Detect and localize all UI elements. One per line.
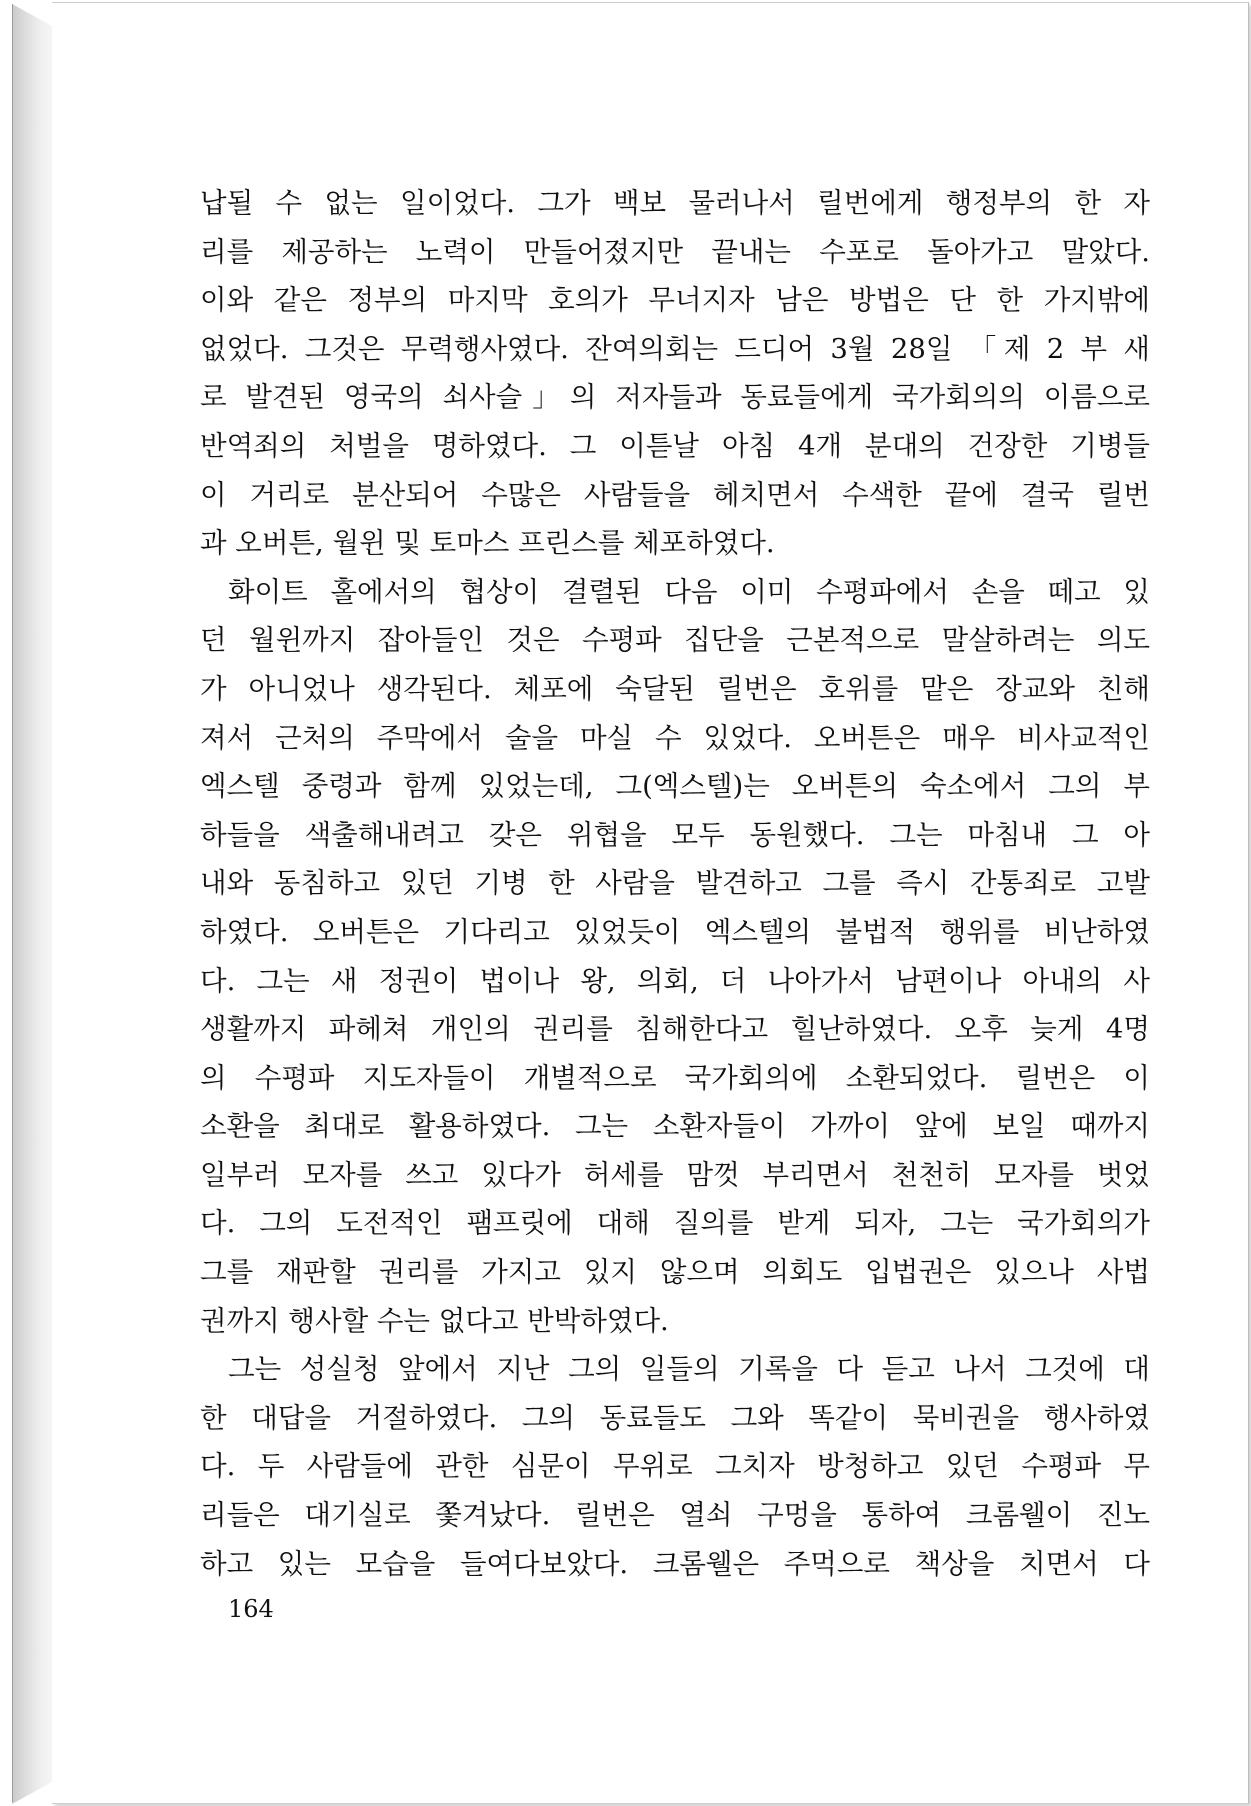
text-line: 과 오버튼, 월윈 및 토마스 프린스를 체포하였다. — [200, 527, 775, 560]
body-text — [200, 179, 1150, 1588]
text-line: 하고 있는 모습을 들여다보았다. 크롬웰은 주먹으로 책상을 치면서 다 — [200, 1547, 1150, 1580]
text-line: 다. 그의 도전적인 팸프릿에 대해 질의를 받게 되자, 그는 국가회의가 — [200, 1207, 1150, 1240]
text-line: 다. 두 사람들에 관한 심문이 무위로 그치자 방청하고 있던 수평파 무 — [200, 1450, 1150, 1483]
text-line: 소환을 최대로 활용하였다. 그는 소환자들이 가까이 앞에 보일 때까지 — [200, 1110, 1150, 1143]
text-line: 이 거리로 분산되어 수많은 사람들을 헤치면서 수색한 끝에 결국 릴번 — [200, 478, 1150, 511]
text-line: 일부러 모자를 쓰고 있다가 허세를 맘껏 부리면서 천천히 모자를 벗었 — [200, 1158, 1150, 1191]
text-line: 생활까지 파헤쳐 개인의 권리를 침해한다고 힐난하였다. 오후 늦게 4명 — [200, 1013, 1150, 1046]
text-line: 납될 수 없는 일이었다. 그가 백보 물러나서 릴번에게 행정부의 한 자 — [200, 187, 1150, 219]
book-edge-line — [12, 4, 13, 1802]
text-line: 의 수평파 지도자들이 개별적으로 국가회의에 소환되었다. 릴번은 이 — [200, 1061, 1150, 1094]
text-line: 화이트 홀에서의 협상이 결렬된 다음 이미 수평파에서 손을 떼고 있 — [228, 575, 1150, 608]
text-line: 리들은 대기실로 쫓겨났다. 릴번은 열쇠 구멍을 통하여 크롬웰이 진노 — [200, 1499, 1150, 1532]
text-line: 가 아니었나 생각된다. 체포에 숙달된 릴번은 호위를 맡은 장교와 친해 — [200, 672, 1150, 705]
text-line: 엑스텔 중령과 함께 있었는데, 그(엑스텔)는 오버튼의 숙소에서 그의 부 — [200, 770, 1150, 803]
text-line: 없었다. 그것은 무력행사였다. 잔여의회는 드디어 3월 28일 「제 2 부 새 — [200, 332, 1150, 365]
text-line: 로 발견된 영국의 쇠사슬」의 저자들과 동료들에게 국가회의의 이름으로 — [200, 381, 1150, 414]
text-line: 내와 동침하고 있던 기병 한 사람을 발견하고 그를 즉시 간통죄로 고발 — [200, 867, 1150, 900]
text-line: 하들을 색출해내려고 갖은 위협을 모두 동원했다. 그는 마침내 그 아 — [200, 818, 1150, 851]
text-line: 던 월윈까지 잡아들인 것은 수평파 집단을 근본적으로 말살하려는 의도 — [200, 624, 1150, 657]
text-line: 한 대답을 거절하였다. 그의 동료들도 그와 똑같이 묵비권을 행사하였 — [200, 1401, 1150, 1434]
book-spine-edge — [12, 4, 52, 1804]
text-line: 그는 성실청 앞에서 지난 그의 일들의 기록을 다 듣고 나서 그것에 대 — [228, 1353, 1150, 1386]
text-line: 이와 같은 정부의 마지막 호의가 무너지자 남은 방법은 단 한 가지밖에 — [200, 284, 1150, 317]
page-number: 164 — [228, 1595, 274, 1623]
text-line: 리를 제공하는 노력이 만들어졌지만 끝내는 수포로 돌아가고 말았다. — [200, 235, 1150, 268]
text-line: 반역죄의 처벌을 명하였다. 그 이튿날 아침 4개 분대의 건장한 기병들 — [200, 429, 1150, 462]
book-page — [52, 2, 1249, 1804]
text-line: 하였다. 오버튼은 기다리고 있었듯이 엑스텔의 불법적 행위를 비난하였 — [200, 915, 1150, 948]
text-line: 다. 그는 새 정권이 법이나 왕, 의회, 더 나아가서 남편이나 아내의 사 — [200, 964, 1150, 997]
text-line: 져서 근처의 주막에서 술을 마실 수 있었다. 오버튼은 매우 비사교적인 — [200, 721, 1150, 754]
text-line: 권까지 행사할 수는 없다고 반박하였다. — [200, 1304, 669, 1337]
text-line: 그를 재판할 권리를 가지고 있지 않으며 의회도 입법권은 있으나 사법 — [200, 1256, 1150, 1289]
